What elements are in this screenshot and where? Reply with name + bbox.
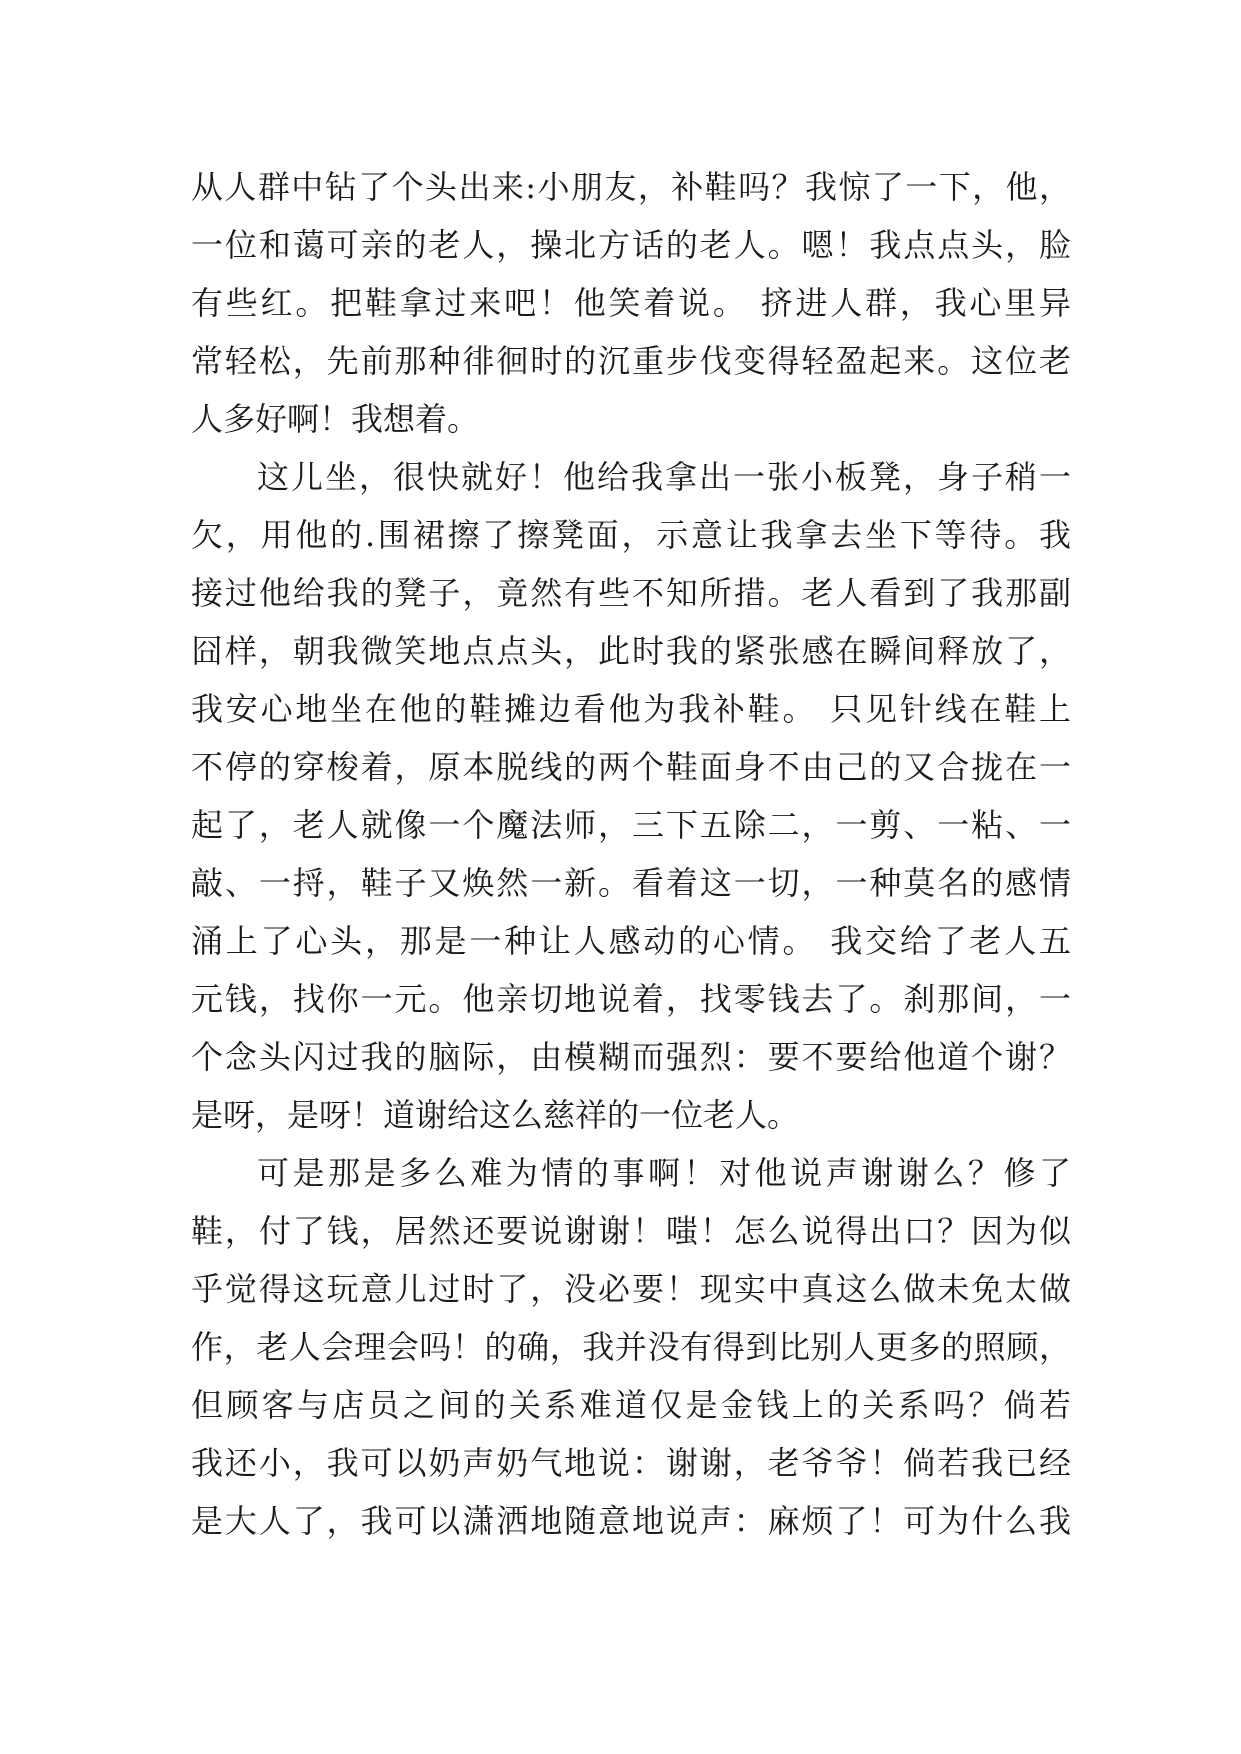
text-line: 囧样，朝我微笑地点点头，此时我的紧张感在瞬间释放了， xyxy=(191,632,1071,670)
text-line: 欠，用他的.围裙擦了擦凳面，示意让我拿去坐下等待。我 xyxy=(191,516,1071,554)
text-line: 有些红。把鞋拿过来吧！他笑着说。 挤进人群，我心里异 xyxy=(191,284,1071,322)
text-line: 乎觉得这玩意儿过时了，没必要！现实中真这么做未免太做 xyxy=(191,1270,1071,1308)
text-line: 可是那是多么难为情的事啊！对他说声谢谢么？修了 xyxy=(257,1154,1071,1192)
text-line: 元钱，找你一元。他亲切地说着，找零钱去了。刹那间，一 xyxy=(191,980,1071,1018)
text-line: 是呀，是呀！道谢给这么慈祥的一位老人。 xyxy=(191,1096,800,1134)
text-line: 作，老人会理会吗！的确，我并没有得到比别人更多的照顾， xyxy=(191,1328,1071,1366)
text-line: 人多好啊！我想着。 xyxy=(191,400,480,438)
text-line: 涌上了心头，那是一种让人感动的心情。 我交给了老人五 xyxy=(191,922,1071,960)
text-line: 个念头闪过我的脑际，由模糊而强烈：要不要给他道个谢？ xyxy=(191,1038,1071,1076)
text-line: 一位和蔼可亲的老人，操北方话的老人。嗯！我点点头，脸 xyxy=(191,226,1071,264)
text-line: 常轻松，先前那种徘徊时的沉重步伐变得轻盈起来。这位老 xyxy=(191,342,1071,380)
body-text xyxy=(191,158,1071,1550)
text-line: 接过他给我的凳子，竟然有些不知所措。老人看到了我那副 xyxy=(191,574,1071,612)
text-line: 从人群中钻了个头出来:小朋友，补鞋吗？我惊了一下，他， xyxy=(191,168,1071,206)
text-line: 敲、一捋，鞋子又焕然一新。看着这一切，一种莫名的感情 xyxy=(191,864,1071,902)
text-line: 鞋，付了钱，居然还要说谢谢！嗤！怎么说得出口？因为似 xyxy=(191,1212,1071,1250)
text-line: 这儿坐，很快就好！他给我拿出一张小板凳，身子稍一 xyxy=(257,458,1071,496)
text-line: 我安心地坐在他的鞋摊边看他为我补鞋。 只见针线在鞋上 xyxy=(191,690,1071,728)
text-line: 不停的穿梭着，原本脱线的两个鞋面身不由己的又合拢在一 xyxy=(191,748,1071,786)
text-line: 起了，老人就像一个魔法师，三下五除二，一剪、一粘、一 xyxy=(191,806,1071,844)
text-line: 我还小，我可以奶声奶气地说：谢谢，老爷爷！倘若我已经 xyxy=(191,1444,1071,1482)
text-line: 是大人了，我可以潇洒地随意地说声：麻烦了！可为什么我 xyxy=(191,1502,1071,1540)
text-line: 但顾客与店员之间的关系难道仅是金钱上的关系吗？倘若 xyxy=(191,1386,1071,1424)
